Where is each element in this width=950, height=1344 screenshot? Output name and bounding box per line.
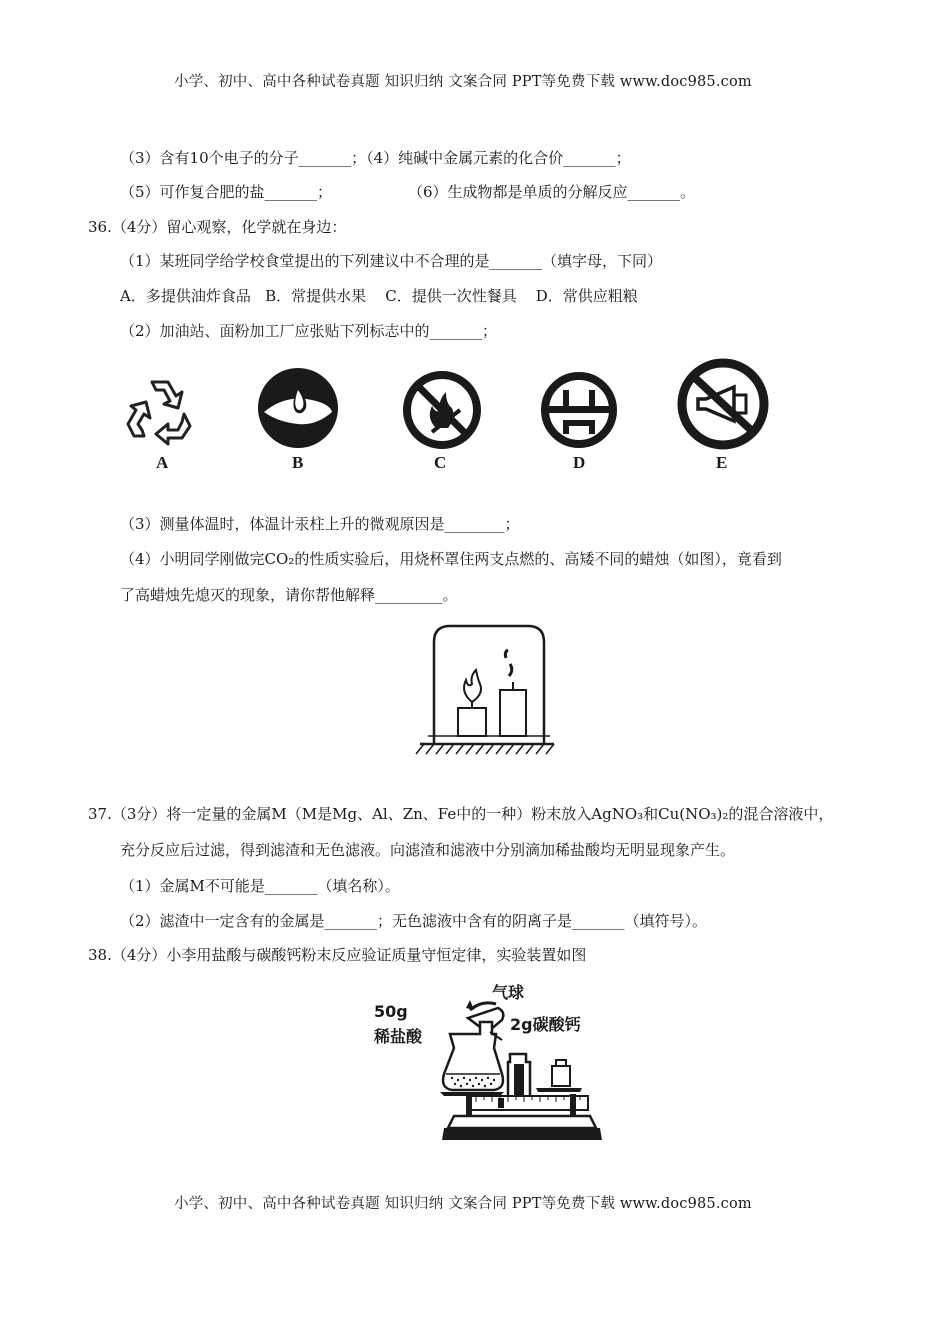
recycle-icon — [122, 368, 200, 446]
calcium-carbonate-label: 2g碳酸钙 — [510, 1015, 581, 1034]
symbol-label-e: E — [716, 453, 728, 472]
water-saving-icon — [256, 366, 340, 450]
q36-title: 36.（4分）留心观察，化学就在身边： — [88, 218, 347, 236]
acid-mass-label: 50g — [374, 1002, 408, 1021]
q37-part-1: （1）金属M不可能是_______（填名称）。 — [120, 877, 400, 895]
page-header: 小学、初中、高中各种试卷真题 知识归纳 文案合同 PPT等免费下载 www.doc985.com — [174, 74, 752, 90]
symbol-label-d: D — [573, 453, 586, 472]
balance-apparatus-figure — [370, 978, 602, 1150]
q38-title: 38.（4分）小李用盐酸与碳酸钙粉末反应验证质量守恒定律，实验装置如图 — [88, 946, 587, 964]
q36-part-3: （3）测量体温时，体温计汞柱上升的微观原因是________； — [120, 515, 520, 533]
q36-options: A．多提供油炸食品 B．常提供水果 C．提供一次性餐具 D．常供应粗粮 — [120, 287, 638, 305]
no-horn-icon — [676, 357, 770, 451]
acid-label: 稀盐酸 — [374, 1027, 423, 1046]
green-food-icon — [539, 370, 619, 450]
q36-part-2: （2）加油站、面粉加工厂应张贴下列标志中的_______； — [120, 322, 498, 340]
q37-title: 37.（3分）将一定量的金属M（M是Mg、Al、Zn、Fe中的一种）粉末放入AgNO₃和Cu(NO₃)₂的混合溶液中， — [88, 805, 834, 823]
q35-line-6: （6）生成物都是单质的分解反应_______。 — [408, 183, 696, 201]
q36-part-1: （1）某班同学给学校食堂提出的下列建议中不合理的是_______（填字母，下同） — [120, 252, 663, 270]
symbol-label-c: C — [434, 453, 447, 472]
q36-part-4-line-1: （4）小明同学刚做完CO₂的性质实验后，用烧杯罩住两支点燃的、高矮不同的蜡烛（如图），竟看到 — [120, 550, 782, 568]
q37-line-2: 充分反应后过滤，得到滤渣和无色滤液。向滤渣和滤液中分别滴加稀盐酸均无明显现象产生。 — [120, 841, 736, 859]
q35-line-5: （5）可作复合肥的盐_______； — [120, 183, 333, 201]
balloon-label: 气球 — [492, 983, 525, 1002]
page-footer: 小学、初中、高中各种试卷真题 知识归纳 文案合同 PPT等免费下载 www.doc985.com — [174, 1196, 752, 1212]
q35-line-3-4: （3）含有10个电子的分子_______；（4）纯碱中金属元素的化合价_______； — [120, 149, 631, 167]
no-fire-icon — [402, 370, 482, 450]
candle-beaker-figure — [406, 618, 556, 766]
symbol-label-a: A — [156, 453, 169, 472]
q36-part-4-line-2: 了高蜡烛先熄灭的现象，请你帮他解释_________。 — [120, 586, 458, 604]
q37-part-2: （2）滤渣中一定含有的金属是_______；无色滤液中含有的阴离子是_______（填符号）。 — [120, 912, 708, 930]
symbol-label-b: B — [292, 453, 304, 472]
